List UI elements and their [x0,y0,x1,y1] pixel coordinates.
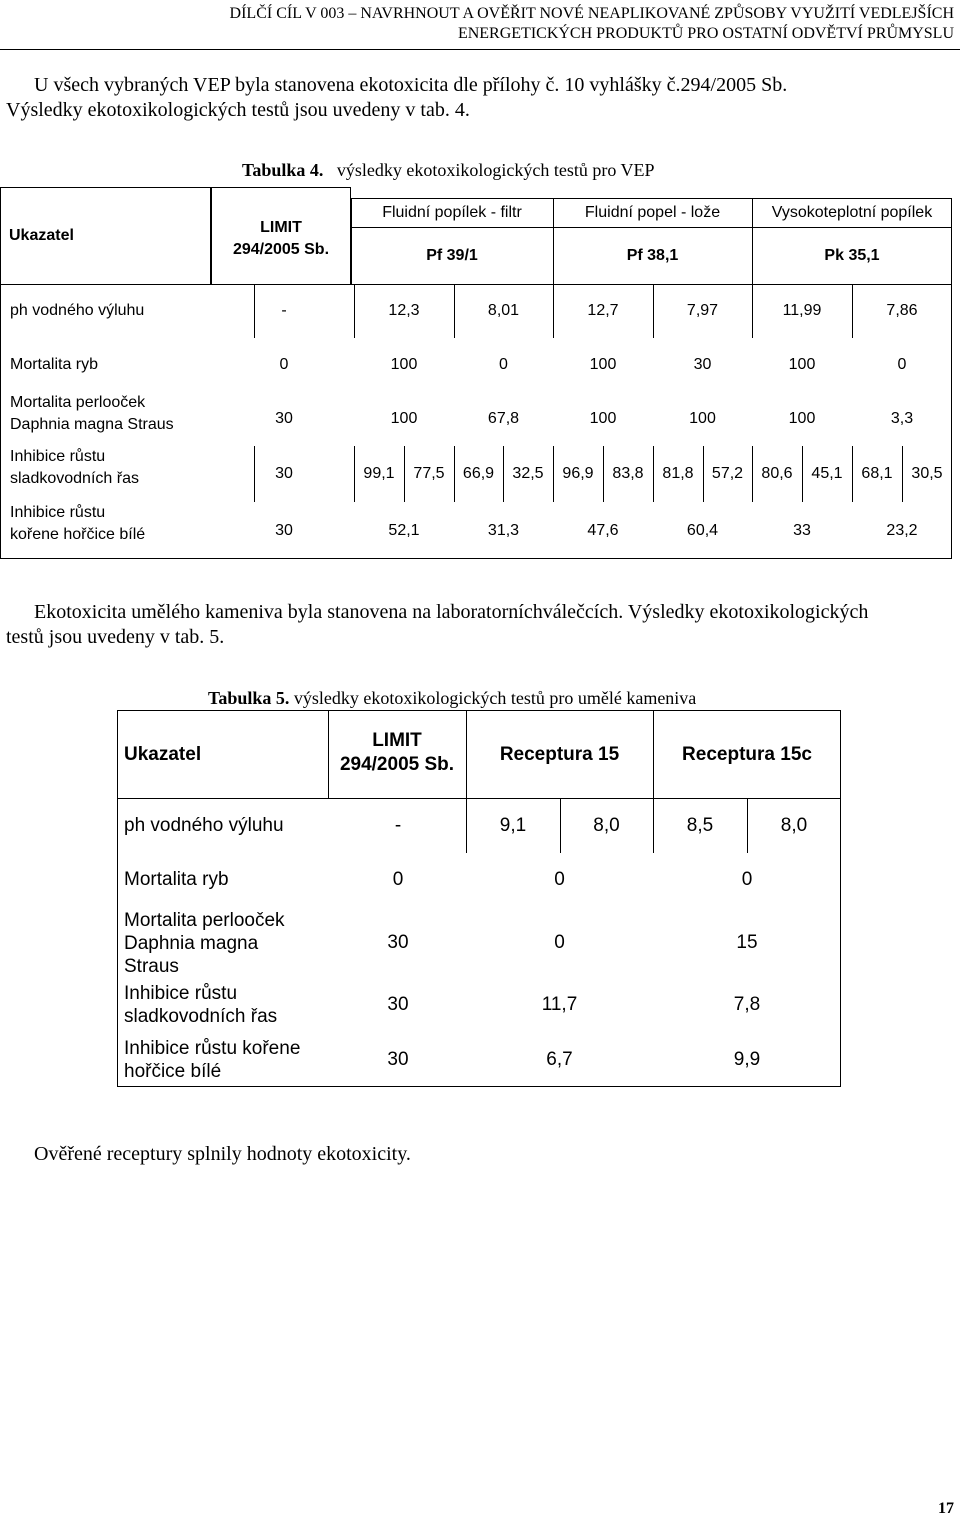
header-line-2: ENERGETICKÝCH PRODUKTŮ PRO OSTATNÍ ODVĚTVÍ PRŮMYSLU [457,25,954,42]
t5-row-limit: 30 [387,994,409,1015]
t4-cell: 7,86 [886,302,918,319]
t5-cell: 9,1 [499,814,527,836]
t5-cell: 11,7 [541,994,578,1015]
t5-cell: 6,7 [546,1049,573,1070]
intro-paragraph [34,73,954,98]
t4-group-2: Fluidní popel - lože [584,203,721,221]
t4-row-label [10,392,250,446]
t5-row-label: Inhibice růstu kořene hořčice bílé [124,1038,301,1082]
t4-cell: 100 [589,356,617,373]
t4-col-indicator: Ukazatel [9,227,74,244]
t4-cell: 0 [897,356,907,373]
t4-row-label [10,446,250,502]
t4-row-limit: 0 [279,356,289,373]
t4-sample-2: Pf 38,1 [626,247,679,264]
t5-row-limit: 0 [392,869,404,890]
t4-row-label-line: Mortalita perlooček [10,394,146,411]
t5-cell: 7,8 [733,994,761,1015]
t4-row-limit: - [281,302,287,319]
t4-cell: 100 [689,410,716,427]
t5-cell: 8,0 [780,814,808,836]
t4-cell: 33 [793,521,811,539]
t4-cell: 30 [693,356,712,373]
t4-col-limit [211,215,351,263]
t4-cell: 66,9 [462,465,495,482]
t4-cell: 96,9 [562,465,594,482]
t5-cell: 8,0 [593,814,620,836]
table4-caption-text: výsledky ekotoxikologických testů pro VEP [336,160,655,180]
table5-caption-label: Tabulka 5. [208,688,290,708]
t4-cell: 7,97 [686,302,719,319]
t4-row-label: ph vodného výluhu [10,302,145,319]
t4-sample-1: Pf 39/1 [426,247,478,264]
t4-cell: 11,99 [782,302,822,319]
page-number: 17 [938,1500,954,1517]
t4-cell: 23,2 [886,521,918,539]
t4-group-3: Vysokoteplotní popílek [771,203,933,221]
t5-cell: 0 [741,869,753,890]
t4-cell: 83,8 [612,465,644,482]
t4-row-label-line: sladkovodních řas [10,470,139,487]
t4-row-label-line: Inhibice růstu [10,448,106,465]
t5-row-label: Inhibice růstu sladkovodních řas [124,983,278,1027]
t4-cell: 30,5 [911,465,943,482]
t4-cell: 31,3 [487,521,520,539]
t4-cell: 12,3 [388,302,420,319]
conclusion: Ověřené receptury splnily hodnoty ekotoxicity. [34,1143,411,1165]
t4-cell: 100 [390,410,418,427]
table5-caption [208,688,696,709]
t4-cell: 52,1 [388,521,420,539]
t4-cell: 3,3 [890,410,914,427]
t4-col-limit-2: 294/2005 Sb. [232,241,330,258]
t5-row-label: Mortalita ryb [124,869,229,890]
t4-cell: 68,1 [861,465,893,482]
t5-cell: 8,5 [686,814,714,836]
t5-cell: 15 [736,932,758,953]
t5-row-label: Mortalita perlooček Daphnia magna Straus [124,909,285,977]
mid-paragraph-cont [6,625,946,650]
t4-row-limit: 30 [275,521,293,539]
t5-col-r15: Receptura 15 [499,743,620,765]
t5-col-r15c: Receptura 15c [682,743,812,765]
t5-row-label: ph vodného výluhu [124,814,284,836]
t4-row-label [10,502,250,559]
t4-row-label: Mortalita ryb [10,356,99,373]
t4-row-label-line: Inhibice růstu [10,504,106,521]
t4-cell: 60,4 [686,521,719,539]
t4-col-limit-1: LIMIT [260,219,302,236]
header-line-1: DÍLČÍ CÍL V 003 – NAVRHNOUT A OVĚŘIT NOVÉ NEAPLIKOVANÉ ZPŮSOBY VYUŽITÍ VEDLEJŠÍCH [229,5,954,22]
t4-cell: 12,7 [587,302,619,319]
t5-row-limit: - [394,814,402,836]
t5-cell: 0 [554,869,565,890]
table4-caption-label: Tabulka 4. [242,160,324,180]
t4-cell: 0 [499,356,508,373]
t5-cell: 0 [554,932,565,953]
mid-line-1: Ekotoxicita umělého kameniva byla stanovena na laboratorníchválečcích. Výsledky ekotoxikologických [34,601,869,623]
running-header [0,0,960,50]
t4-cell: 100 [589,410,617,427]
t5-col-limit-2: 294/2005 Sb. [339,754,455,775]
t4-cell: 47,6 [587,521,619,539]
t4-cell: 99,1 [363,465,395,482]
intro-paragraph-cont [6,98,946,123]
intro-line-1: U všech vybraných VEP byla stanovena ekotoxicita dle přílohy č. 10 vyhlášky č.294/2005 Sb. [34,74,788,96]
t5-row-limit: 30 [387,932,409,953]
t4-cell: 45,1 [811,465,843,482]
t4-cell: 100 [788,410,816,427]
t4-cell: 57,2 [711,465,744,482]
t5-row-limit: 30 [387,1049,409,1070]
t4-group-1: Fluidní popílek - filtr [382,203,522,221]
t4-sample-3: Pk 35,1 [824,247,880,264]
t5-col-indicator: Ukazatel [124,743,202,765]
t4-cell: 100 [390,356,418,373]
t5-col-limit-1: LIMIT [372,730,422,751]
mid-paragraph [34,600,954,625]
t5-col-limit [328,725,466,781]
t4-row-label-line: kořene hořčice bílé [10,526,146,543]
t4-cell: 80,6 [761,465,793,482]
t4-cell: 67,8 [487,410,520,427]
t4-cell: 81,8 [662,465,694,482]
t4-row-limit: 30 [275,465,293,482]
t4-row-label-line: Daphnia magna Straus [10,416,174,433]
mid-line-2: testů jsou uvedeny v tab. 5. [6,626,225,648]
t4-cell: 100 [788,356,816,373]
t4-cell: 32,5 [512,465,544,482]
table4-caption [242,160,655,181]
t4-cell: 77,5 [413,465,445,482]
table5-caption-text: výsledky ekotoxikologických testů pro umělé kameniva [293,688,697,708]
t4-row-limit: 30 [275,410,293,427]
intro-line-2: Výsledky ekotoxikologických testů jsou uvedeny v tab. 4. [6,99,470,121]
t4-cell: 8,01 [487,302,520,319]
t5-cell: 9,9 [733,1049,761,1070]
